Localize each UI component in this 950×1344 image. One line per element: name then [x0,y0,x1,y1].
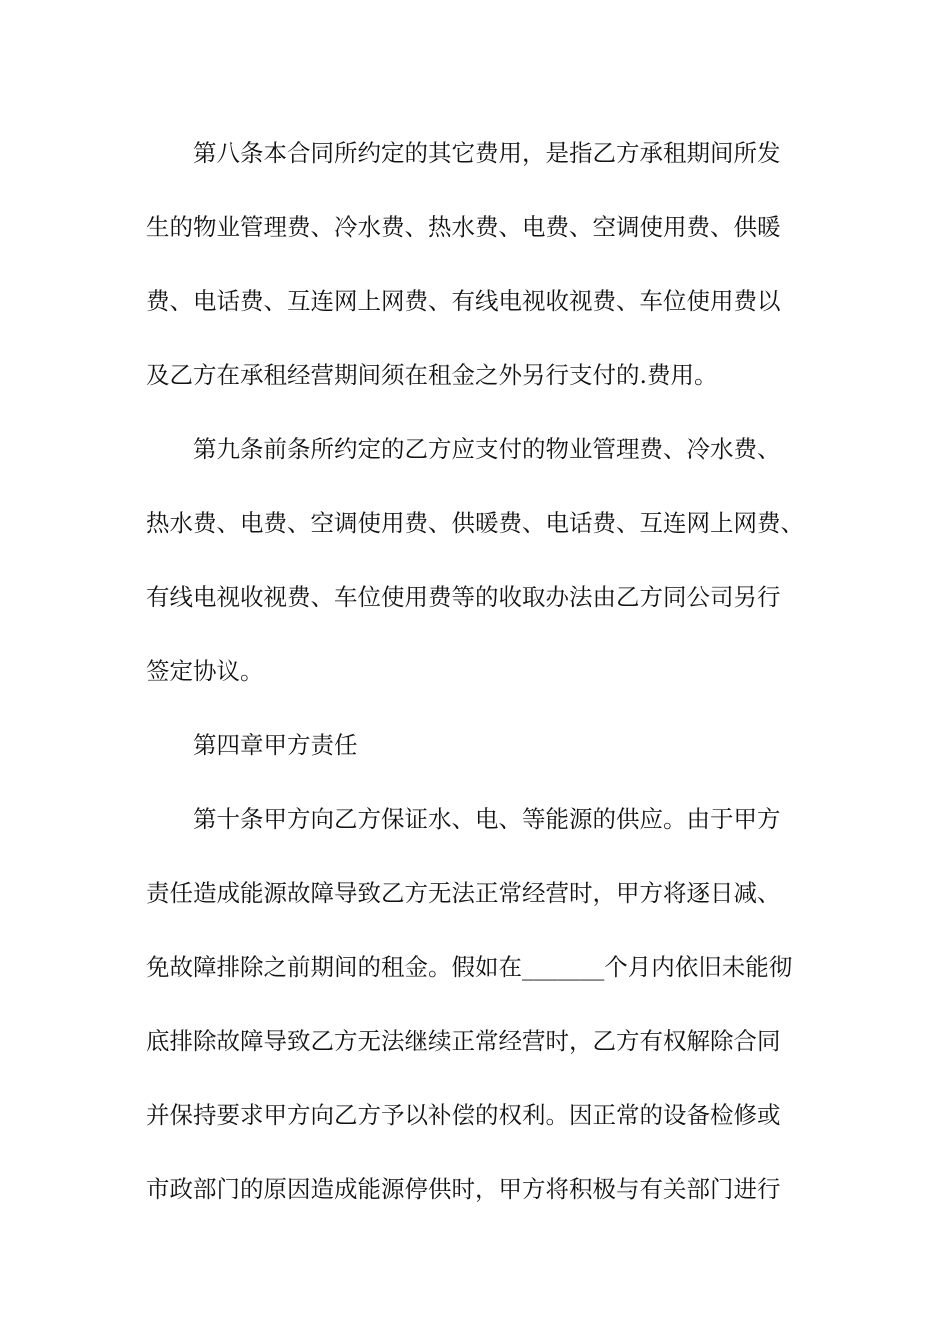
article-10-line-3: 免故障排除之前期间的租金。假如在_______个月内依旧未能彻 [146,953,793,981]
article-9-line-3: 有线电视收视费、车位使用费等的收取办法由乙方同公司另行 [146,583,781,611]
article-9-line-1: 第九条前条所约定的乙方应支付的物业管理费、冷水费、 [193,435,781,463]
article-9-line-4: 签定协议。 [146,657,264,685]
article-8-line-1: 第八条本合同所约定的其它费用，是指乙方承租期间所发 [193,139,781,167]
chapter-4-heading: 第四章甲方责任 [193,731,358,759]
article-10-line-5: 并保持要求甲方向乙方予以补偿的权利。因正常的设备检修或 [146,1101,781,1129]
article-8-line-3: 费、电话费、互连网上网费、有线电视收视费、车位使用费以 [146,287,781,315]
article-10-line-2: 责任造成能源故障导致乙方无法正常经营时，甲方将逐日减、 [146,879,781,907]
article-10-line-6: 市政部门的原因造成能源停供时，甲方将积极与有关部门进行 [146,1175,781,1203]
article-8-line-2: 生的物业管理费、冷水费、热水费、电费、空调使用费、供暖 [146,213,781,241]
article-10-line-1: 第十条甲方向乙方保证水、电、等能源的供应。由于甲方 [193,805,781,833]
article-10-line-4: 底排除故障导致乙方无法继续正常经营时，乙方有权解除合同 [146,1027,781,1055]
article-9-line-2: 热水费、电费、空调使用费、供暖费、电话费、互连网上网费、 [146,509,804,537]
article-8-line-4: 及乙方在承租经营期间须在租金之外另行支付的.费用。 [146,361,718,389]
